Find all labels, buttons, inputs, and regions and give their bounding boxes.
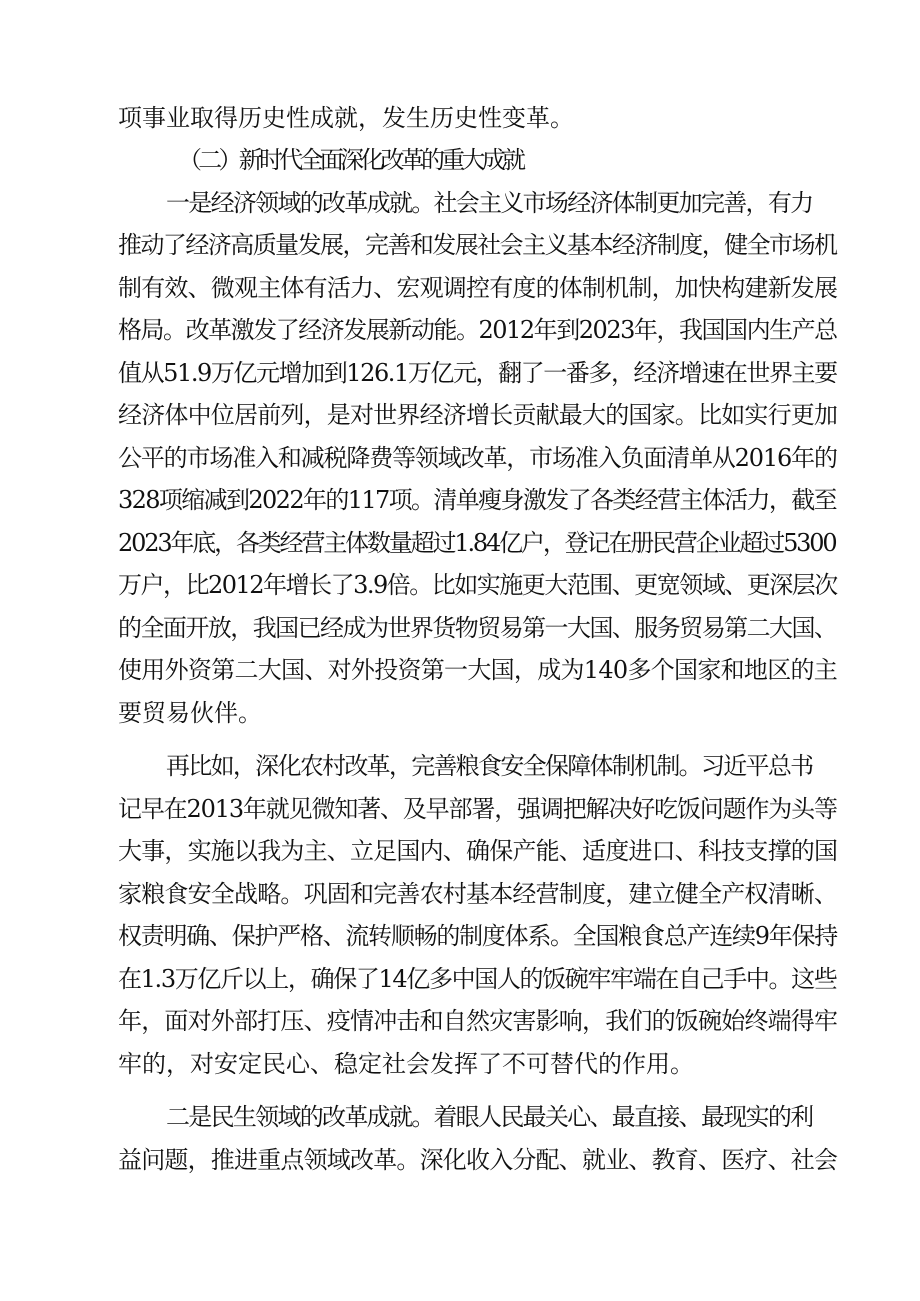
text-line: 再比如，深化农村改革，完善粮食安全保障体制机制。习近平总书 bbox=[166, 752, 813, 780]
section-heading: （二）新时代全面深化改革的重大成就 bbox=[178, 146, 523, 174]
text-line: 牢的，对安定民心、稳定社会发挥了不可替代的作用。 bbox=[118, 1050, 694, 1078]
text-line: 在1.3万亿斤以上，确保了14亿多中国人的饭碗牢牢端在自己手中。这些 bbox=[118, 965, 837, 993]
text-line: 年，面对外部打压、疫情冲击和自然灾害影响，我们的饭碗始终端得牢 bbox=[118, 1007, 838, 1035]
text-line: 格局。改革激发了经济发展新动能。2012年到2023年，我国国内生产总 bbox=[118, 316, 837, 344]
text-line: 要贸易伙伴。 bbox=[118, 699, 262, 727]
text-line: 益问题，推进重点领域改革。深化收入分配、就业、教育、医疗、社会 bbox=[118, 1146, 838, 1174]
text-line: 权责明确、保护严格、流转顺畅的制度体系。全国粮食总产连续9年保持 bbox=[118, 922, 837, 950]
text-line: 项事业取得历史性成就，发生历史性变革。 bbox=[118, 104, 574, 132]
text-line: 使用外资第二大国、对外投资第一大国，成为140多个国家和地区的主 bbox=[118, 656, 838, 684]
text-line: 万户，比2012年增长了3.9倍。比如实施更大范围、更宽领域、更深层次 bbox=[118, 571, 837, 599]
text-line: 328项缩减到2022年的117项。清单瘦身激发了各类经营主体活力，截至 bbox=[118, 486, 837, 514]
text-line: 推动了经济高质量发展，完善和发展社会主义基本经济制度，健全市场机 bbox=[118, 231, 837, 259]
text-line: 家粮食安全战略。巩固和完善农村基本经营制度，建立健全产权清晰、 bbox=[118, 880, 838, 908]
text-line: 记早在2013年就见微知著、及早部署，强调把解决好吃饭问题作为头等 bbox=[118, 795, 837, 823]
text-line: 的全面开放，我国已经成为世界货物贸易第一大国、服务贸易第二大国、 bbox=[118, 614, 837, 642]
text-line: 值从51.9万亿元增加到126.1万亿元，翻了一番多，经济增速在世界主要 bbox=[118, 359, 837, 387]
text-line: 公平的市场准入和减税降费等领域改革，市场准入负面清单从2016年的 bbox=[118, 444, 837, 472]
text-line: 2023年底，各类经营主体数量超过1.84亿户，登记在册民营企业超过5300 bbox=[118, 529, 836, 557]
text-line: 二是民生领域的改革成就。着眼人民最关心、最直接、最现实的利 bbox=[166, 1103, 813, 1131]
text-line: 大事，实施以我为主、立足国内、确保产能、适度进口、科技支撑的国 bbox=[118, 837, 838, 865]
text-line: 经济体中位居前列，是对世界经济增长贡献最大的国家。比如实行更加 bbox=[118, 401, 838, 429]
text-line: 制有效、微观主体有活力、宏观调控有度的体制机制，加快构建新发展 bbox=[118, 274, 838, 302]
text-line: 一是经济领域的改革成就。社会主义市场经济体制更加完善，有力 bbox=[166, 189, 813, 217]
